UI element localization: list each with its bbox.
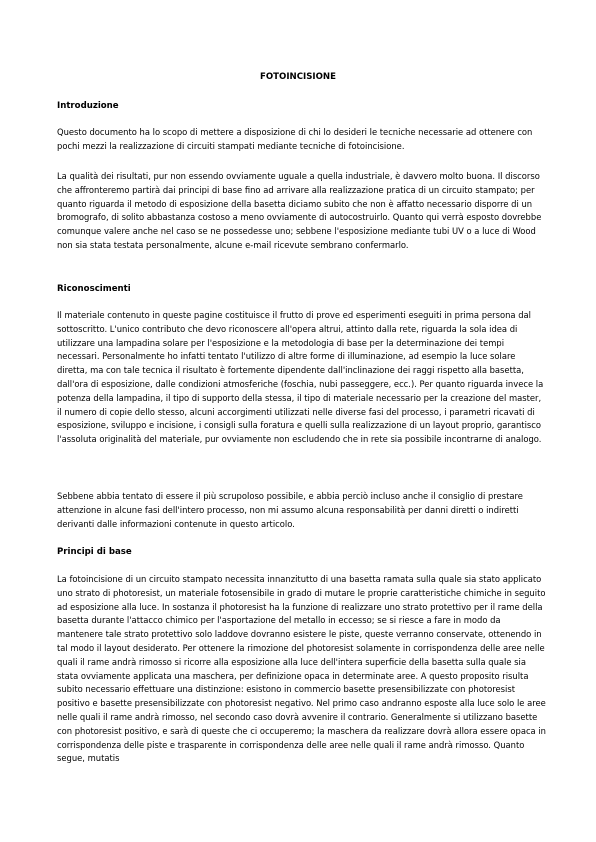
paragraph: La fotoincisione di un circuito stampato necessita innanzitutto di una basetta ramata sulla quale sia stato applicato uno strato di photoresist, un materiale fotosensibile in grado di mutare le proprie caratteristiche chimiche in seguito ad esposizione alla luce. In sostanza il photoresist ha la funzione di realizzare uno strato protettivo per il rame della basetta durante l'attacco chimico per l'asportazione del metallo in eccesso; se si riesce a fare in modo da mantenere tale strato protettivo solo laddove dovranno esistere le piste, queste verranno conservate, ottenendo in tal modo il layout desiderato. Per ottenere la rimozione del photoresist solamente in corrispondenza delle aree nelle quali il rame andrà rimosso si ricorre alla esposizione alla luce dell'intera superficie della basetta sulla quale sia stata ovviamente applicata una maschera, per definizione opaca in determinate aree. A questo proposito risulta subito necessario effettuare una distinzione: esistono in commercio basette presensibilizzate con photoresist positivo e basette presensibilizzate con photoresist negativo. Nel primo caso andranno esposte alla luce solo le aree nelle quali il rame andrà rimosso, nel secondo caso dovrà avvenire il contrario. Generalmente si utilizzano basette con photoresist positivo, e sarà di queste che ci occuperemo; la maschera da realizzare dovrà allora essere opaca in corrispondenza delle piste e trasparente in corrispondenza delle aree nelle quali il rame andrà rimosso. Quanto segue, mutatis bbox=[57, 574, 546, 764]
paragraph: Questo documento ha lo scopo di mettere a disposizione di chi lo desideri le tecniche necessarie ad ottenere con pochi mezzi la realizzazione di circuiti stampati mediante tecniche di fotoincisione. bbox=[57, 127, 533, 151]
paragraph: La qualità dei risultati, pur non essendo ovviamente uguale a quella industriale, è davvero molto buona. Il discorso che affronteremo partirà dai principi di base fino ad arrivare alla realizzazione pratica di un circuito stampato; per quanto riguarda il metodo di esposizione della basetta diciamo subito che non è affatto necessario disporre di un bromografo, di solito abbastanza costoso a meno ovviamente di autocostruirlo. Quanto qui verrà esposto dovrebbe comunque valere anche nel caso se ne possedesse uno; sebbene l'esposizione mediante tubi UV o a luce di Wood non sia stata testata personalmente, alcune e-mail ricevute sembrano confermarlo. bbox=[57, 171, 542, 250]
paragraph: Il materiale contenuto in queste pagine costituisce il frutto di prove ed esperimenti eseguiti in prima persona dal sottoscritto. L'unico contributo che devo riconoscere all'opera altrui, attinto dalla rete, riguarda la sola idea di utilizzare una lampadina solare per l'esposizione e la metodologia di base per la determinazione dei tempi necessari. Personalmente ho infatti tentato l'utilizzo di altre forme di illuminazione, ad esempio la luce solare diretta, ma con tale tecnica il risultato è fortemente dipendente dall'inclinazione dei raggi rispetto alla basetta, dall'ora di esposizione, dalle condizioni atmosferiche (foschia, nubi passeggere, ecc.). Per quanto riguarda invece la potenza della lampadina, il tipo di supporto della stessa, il tipo di materiale necessario per la creazione del master, il numero di copie dello stesso, alcuni accorgimenti utilizzati nelle diverse fasi del processo, i parametri ricavati di esposizione, sviluppo e incisione, i consigli sulla foratura e quelli sulla realizzazione di un layout proprio, garantisco l'assoluta originalità del materiale, pur ovviamente non escludendo che in rete sia possibile incontrarne di analogo. bbox=[57, 310, 544, 445]
section-heading-riconoscimenti: Riconoscimenti bbox=[57, 284, 131, 294]
paragraph: Sebbene abbia tentato di essere il più scrupoloso possibile, e abbia perciò incluso anche il consiglio di prestare attenzione in alcune fasi dell'intero processo, non mi assumo alcuna responsabilità per danni diretti o indiretti derivanti dalle informazioni contenute in questo articolo. bbox=[57, 491, 523, 529]
section-heading-principi-di-base: Principi di base bbox=[57, 547, 132, 557]
section-heading-introduzione: Introduzione bbox=[57, 101, 119, 111]
document-title: FOTOINCISIONE bbox=[260, 72, 336, 82]
